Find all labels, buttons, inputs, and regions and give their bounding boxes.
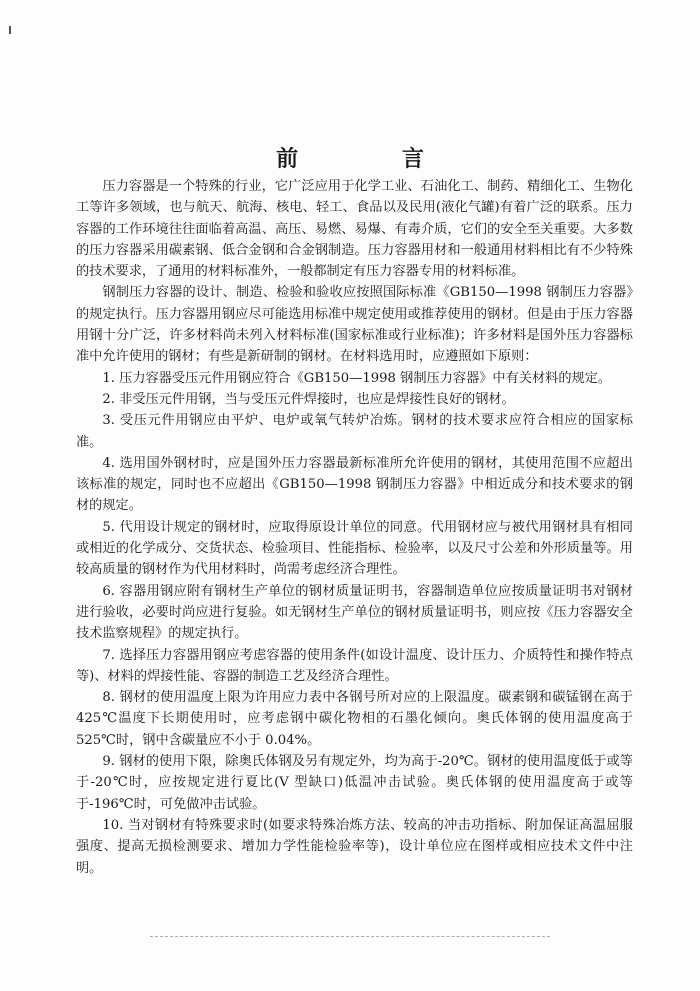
principle-item-8: 8. 钢材的使用温度上限为许用应力表中各钢号所对应的上限温度。碳素钢和碳锰钢在高于 425℃温度下长期使用时，应考虑钢中碳化物相的石墨化倾向。奥氏体钢的使用温度高于 525℃时，钢中含碳量应不小于 0.04%。 [76,690,633,748]
scan-footer-line [150,936,550,938]
body-text [76,176,633,879]
paragraph-principles: 钢制压力容器的设计、制造、检验和验收应按照国际标准《GB150—1998 钢制压力容器》的规定执行。压力容器用钢应尽可能选用标准中规定使用或推荐使用的钢材。但是由于压力容器用钢十分广泛，许多材料尚未列入材料标准(国家标准或行业标准)；许多材料是国外压力容器标准中允许使用的钢材；有些是新研制的钢材。在材料选用时，应遵照如下原则： [76,285,633,365]
scan-mark [9,26,11,34]
principle-item-9: 9. 钢材的使用下限，除奥氏体钢及另有规定外，均为高于-20℃。钢材的使用温度低于或等于-20℃时，应按规定进行夏比(V 型缺口)低温冲击试验。奥氏体钢的使用温度高于或等于-196℃时，可免做冲击试验。 [76,754,633,812]
principle-item-3: 3. 受压元件用钢应由平炉、电炉或氧气转炉冶炼。钢材的技术要求应符合相应的国家标准。 [76,413,633,450]
principle-item-5: 5. 代用设计规定的钢材时，应取得原设计单位的同意。代用钢材应与被代用钢材具有相同或相近的化学成分、交货状态、检验项目、性能指标、检验率，以及尺寸公差和外形质量等。用较高质量的钢材作为代用材料时，尚需考虑经济合理性。 [76,519,633,578]
paragraph-intro: 压力容器是一个特殊的行业，它广泛应用于化学工业、石油化工、制药、精细化工、生物化工等许多领域，也与航天、航海、核电、轻工、食品以及民用(液化气罐)有着广泛的联系。压力容器的工作环境往往面临着高温、高压、易燃、易爆、有毒介质，它们的安全至关重要。大多数的压力容器采用碳素钢、低合金钢和合金钢制造。压力容器用材和一般通用材料相比有不少特殊的技术要求，了通用的材料标准外，一般都制定有压力容器专用的材料标准。 [76,179,633,280]
principle-item-10: 10. 当对钢材有特殊要求时(如要求特殊冶炼方法、较高的冲击功指标、附加保证高温屈服强度、提高无损检测要求、增加力学性能检验率等)，设计单位应在图样或相应技术文件中注明。 [76,817,633,876]
principle-item-2: 2. 非受压元件用钢，当与受压元件焊接时，也应是焊接性良好的钢材。 [102,391,515,407]
principle-item-7: 7. 选择压力容器用钢应考虑容器的使用条件(如设计温度、设计压力、介质特性和操作特点等)、材料的焊接性能、容器的制造工艺及经济合理性。 [76,647,633,684]
principle-item-1: 1. 压力容器受压元件用钢应符合《GB150—1998 钢制压力容器》中有关材料的规定。 [102,370,612,386]
principle-item-6: 6. 容器用钢应附有钢材生产单位的钢材质量证明书，容器制造单位应按质量证明书对钢材进行验收，必要时尚应进行复验。如无钢材生产单位的钢材质量证明书，则应按《压力容器安全技术监察规程》的规定执行。 [76,583,633,642]
page-title: 前 言 [276,147,472,172]
principle-item-4: 4. 选用国外钢材时，应是国外压力容器最新标准所允许使用的钢材，其使用范围不应超出该标准的规定，同时也不应超出《GB150—1998 钢制压力容器》中相近成分和技术要求的钢材的规定。 [76,455,633,514]
